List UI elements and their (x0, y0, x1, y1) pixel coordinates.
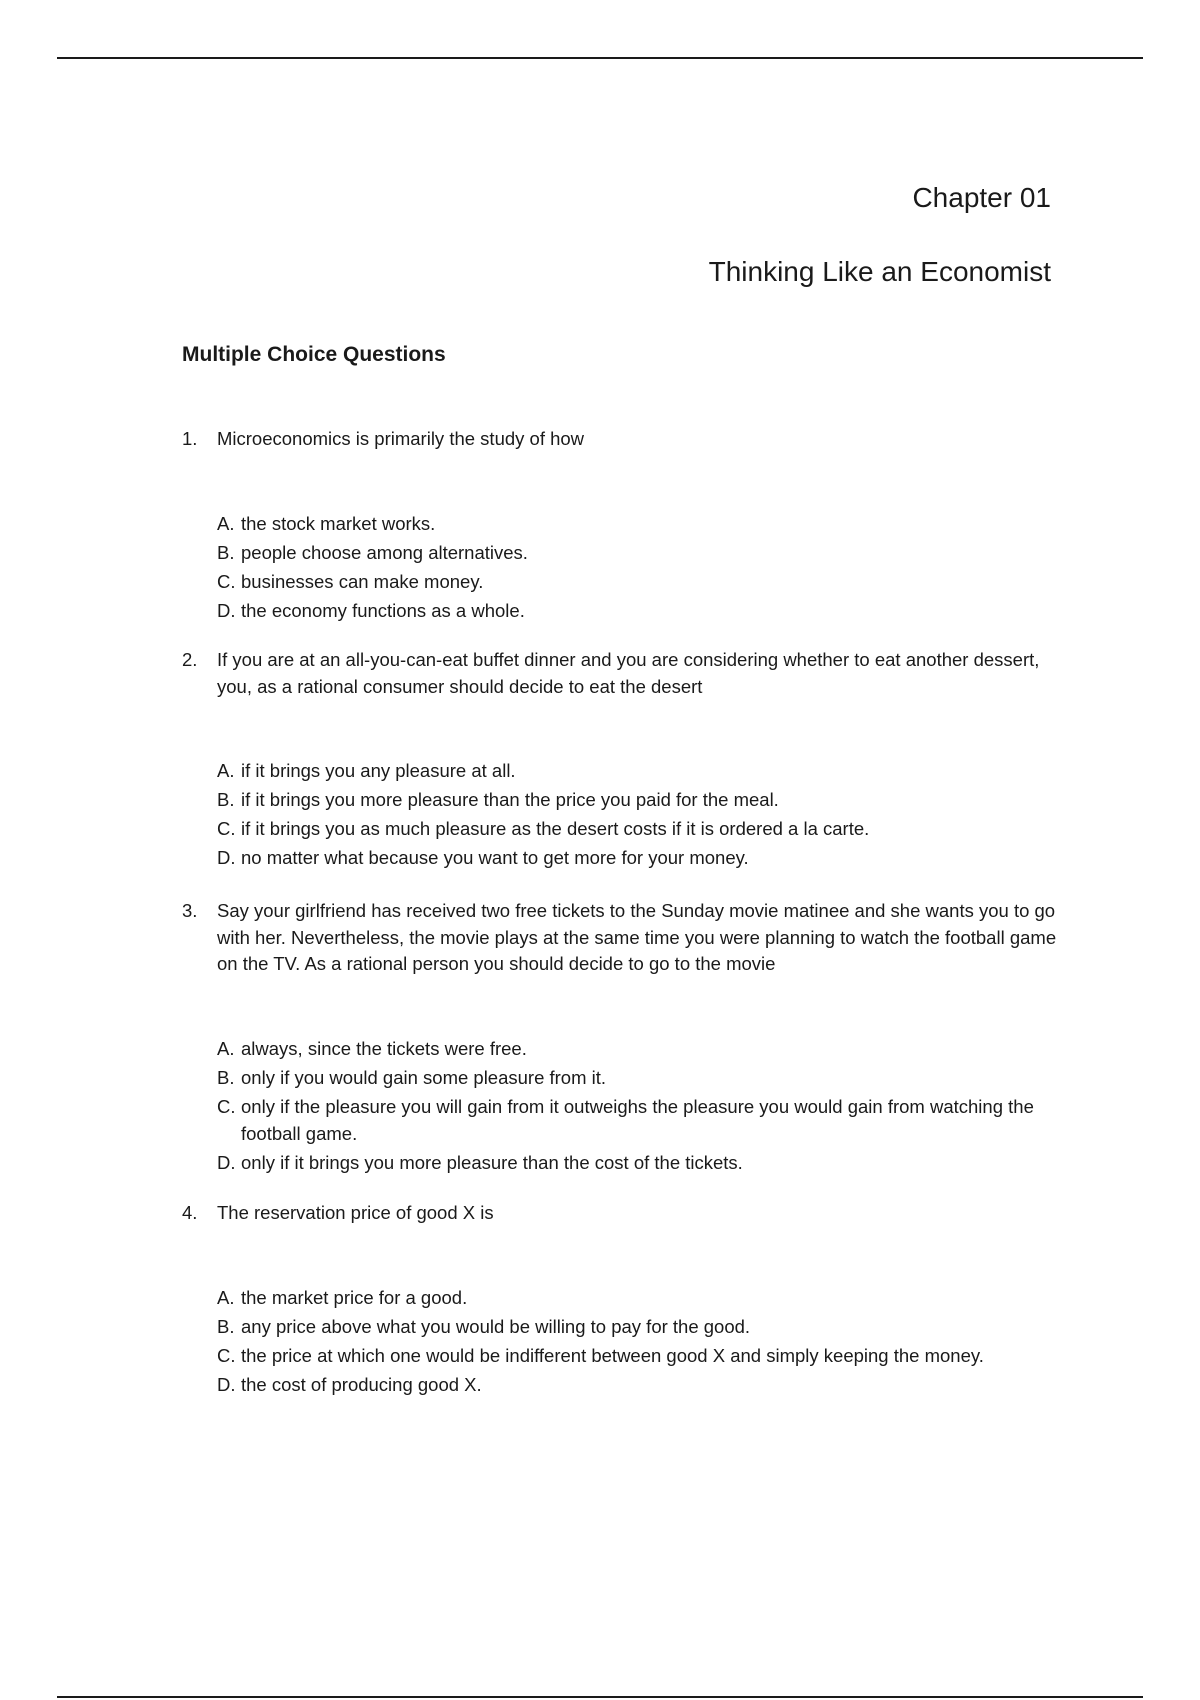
answer-option-a[interactable] (217, 1035, 1062, 1062)
answer-option-b[interactable] (217, 539, 1062, 566)
option-letter: C. (217, 818, 236, 839)
option-letter: B. (217, 1315, 235, 1337)
question-stem (182, 898, 1062, 978)
option-text: businesses can make money. (241, 570, 484, 592)
answer-option-b[interactable] (217, 786, 1062, 813)
chapter-title: Thinking Like an Economist (708, 256, 1051, 287)
option-letter: D. (217, 1373, 236, 1395)
option-letter: D. (217, 847, 236, 868)
question-stem (182, 426, 1062, 453)
option-text: if it brings you as much pleasure as the desert costs if it is ordered a la carte. (241, 818, 870, 839)
option-letter: A. (217, 512, 235, 534)
question-text: If you are at an all-you-can-eat buffet dinner and you are considering whether to eat another dessert, you, as a rational consumer should decide to eat the desert (217, 649, 1040, 697)
answer-option-d[interactable] (217, 597, 1062, 624)
answer-option-c[interactable] (217, 1093, 1062, 1147)
question-4 (182, 1200, 1062, 1400)
option-letter: B. (217, 1066, 235, 1088)
top-rule (57, 57, 1143, 59)
option-letter: C. (217, 1344, 236, 1366)
option-text: people choose among alternatives. (241, 541, 528, 563)
question-stem (182, 1200, 1062, 1227)
answer-option-a[interactable] (217, 510, 1062, 537)
question-number: 2. (182, 649, 198, 670)
question-3 (182, 898, 1062, 1178)
answer-option-c[interactable] (217, 1342, 1062, 1369)
option-letter: D. (217, 599, 236, 621)
answer-option-d[interactable] (217, 1371, 1062, 1398)
option-text: the stock market works. (241, 512, 436, 534)
option-text: the economy functions as a whole. (241, 599, 525, 621)
answer-options (217, 757, 1062, 871)
answer-option-a[interactable] (217, 757, 1062, 784)
question-text: Say your girlfriend has received two free tickets to the Sunday movie matinee and she wants you to go with her. Nevertheless, the movie plays at the same time you were planning to watch the football game on the TV. As a rational person you should decide to go to the movie (217, 900, 1057, 974)
option-text: the price at which one would be indifferent between good X and simply keeping the money. (241, 1344, 984, 1366)
option-letter: C. (217, 1095, 236, 1117)
option-text: no matter what because you want to get more for your money. (241, 847, 749, 868)
question-stem (182, 647, 1062, 700)
answer-options (217, 510, 1062, 624)
answer-option-d[interactable] (217, 844, 1062, 871)
chapter-label: Chapter 01 (912, 182, 1051, 213)
answer-option-b[interactable] (217, 1313, 1062, 1340)
answer-option-b[interactable] (217, 1064, 1062, 1091)
option-text: the cost of producing good X. (241, 1373, 482, 1395)
option-text: only if the pleasure you will gain from it outweighs the pleasure you would gain from watching the football game. (241, 1095, 1034, 1144)
question-2 (182, 647, 1062, 873)
option-text: any price above what you would be willing to pay for the good. (241, 1315, 751, 1337)
answer-options (217, 1035, 1062, 1176)
answer-option-c[interactable] (217, 568, 1062, 595)
option-text: if it brings you more pleasure than the price you paid for the meal. (241, 789, 779, 810)
option-letter: A. (217, 1286, 235, 1308)
answer-option-d[interactable] (217, 1149, 1062, 1176)
option-text: only if it brings you more pleasure than the cost of the tickets. (241, 1151, 743, 1173)
question-number: 3. (182, 900, 198, 921)
answer-option-c[interactable] (217, 815, 1062, 842)
option-text: always, since the tickets were free. (241, 1037, 527, 1059)
option-text: only if you would gain some pleasure from it. (241, 1066, 607, 1088)
option-text: if it brings you any pleasure at all. (241, 760, 516, 781)
option-letter: B. (217, 541, 235, 563)
question-text: Microeconomics is primarily the study of how (217, 428, 585, 449)
option-text: the market price for a good. (241, 1286, 468, 1308)
option-letter: D. (217, 1151, 236, 1173)
question-number: 1. (182, 428, 198, 449)
option-letter: B. (217, 789, 235, 810)
question-number: 4. (182, 1202, 198, 1223)
question-text: The reservation price of good X is (217, 1202, 494, 1223)
bottom-rule (57, 1696, 1143, 1698)
answer-options (217, 1284, 1062, 1398)
option-letter: C. (217, 570, 236, 592)
answer-option-a[interactable] (217, 1284, 1062, 1311)
section-heading: Multiple Choice Questions (182, 343, 446, 366)
option-letter: A. (217, 1037, 235, 1059)
question-1 (182, 426, 1062, 626)
option-letter: A. (217, 760, 235, 781)
